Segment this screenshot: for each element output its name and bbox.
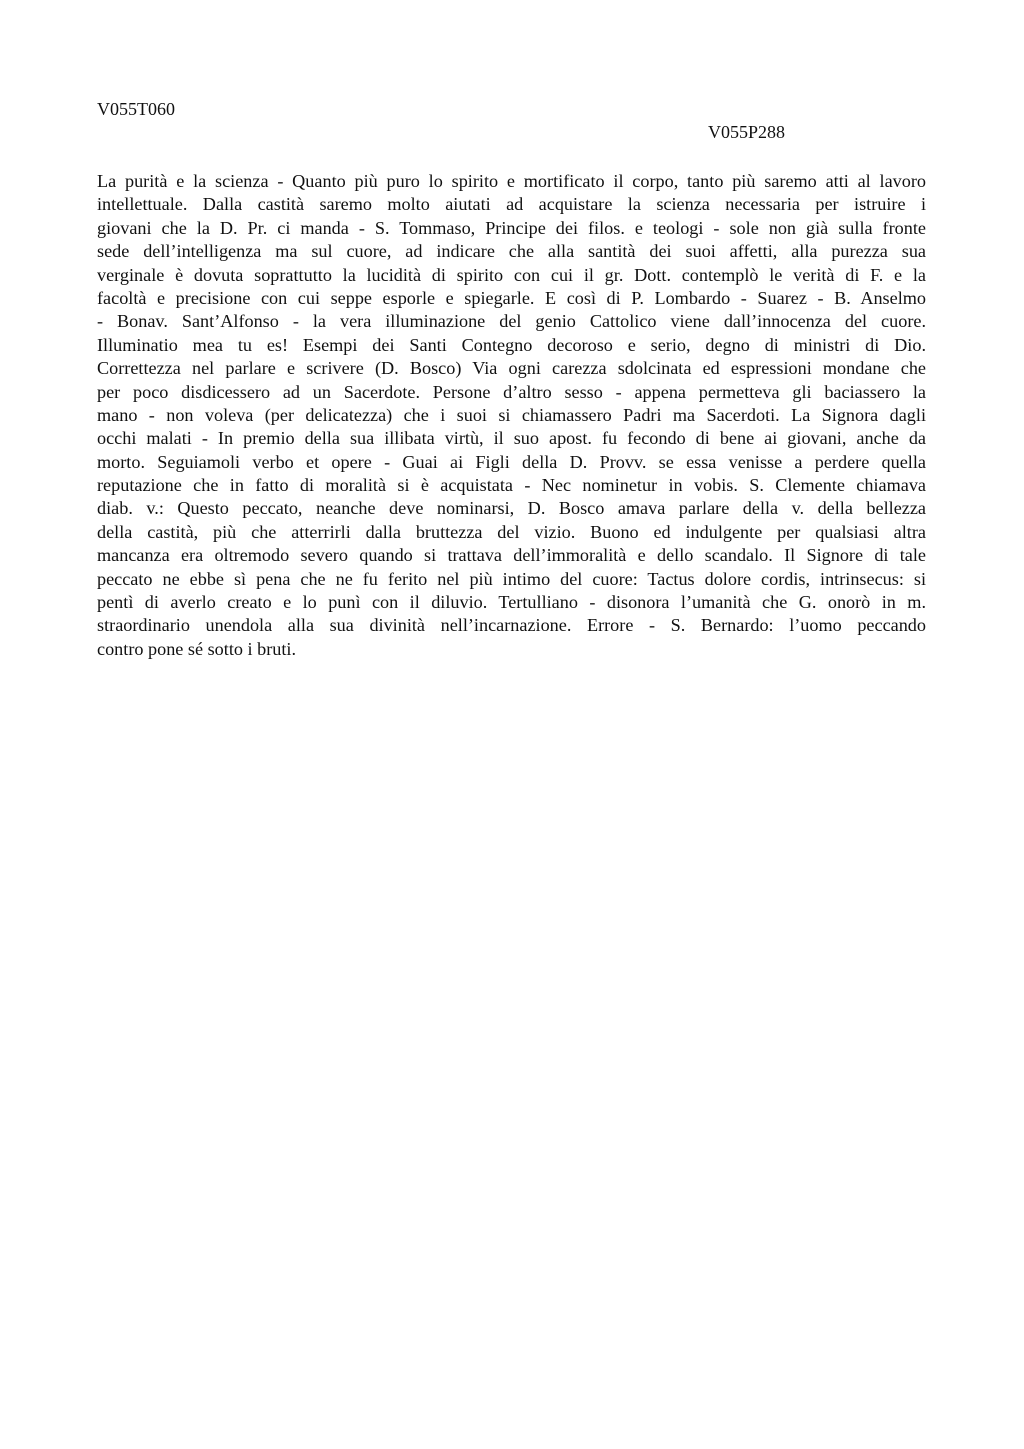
text-line: La purità e la scienza - Quanto più puro lo spirito e mortificato il corpo, tanto più saremo atti al lavoro bbox=[97, 171, 926, 191]
text-line: contro pone sé sotto i bruti. bbox=[97, 638, 297, 659]
text-line: giovani che la D. Pr. ci manda - S. Tommaso, Principe dei filos. e teologi - sole non già sulla fronte bbox=[97, 217, 926, 238]
text-line: occhi malati - In premio della sua illibata virtù, il suo apost. fu fecondo di bene ai giovani, anche da bbox=[97, 428, 926, 449]
text-line: reputazione che in fatto di moralità si è acquistata - Nec nominetur in vobis. S. Clemente chiamava bbox=[97, 475, 926, 496]
text-line: facoltà e precisione con cui seppe esporle e spiegarle. E così di P. Lombardo - Suarez - B. Anselmo bbox=[97, 287, 926, 308]
text-line: peccato ne ebbe sì pena che ne fu ferito nel più intimo del cuore: Tactus dolore cordis, intrinsecus: si bbox=[97, 568, 926, 589]
body-paragraph bbox=[97, 170, 926, 661]
text-line: per poco disdicessero ad un Sacerdote. Persone d’altro sesso - appena permetteva gli baciassero la bbox=[97, 381, 926, 402]
text-line: - Bonav. Sant’Alfonso - la vera illuminazione del genio Cattolico viene dall’innocenza del cuore. bbox=[97, 311, 926, 332]
text-line: mano - non voleva (per delicatezza) che i suoi si chiamassero Padri ma Sacerdoti. La Signora dagli bbox=[97, 404, 926, 425]
page-id: V055P288 bbox=[708, 122, 786, 142]
text-line: Correttezza nel parlare e scrivere (D. Bosco) Via ogni carezza sdolcinata ed espressioni mondane che bbox=[97, 358, 926, 379]
document-id: V055T060 bbox=[97, 99, 175, 119]
text-line: morto. Seguiamoli verbo et opere - Guai ai Figli della D. Provv. se essa venisse a perdere quella bbox=[97, 451, 926, 472]
text-line: Illuminatio mea tu es! Esempi dei Santi Contegno decoroso e serio, degno di ministri di Dio. bbox=[97, 334, 926, 355]
text-line: straordinario unendola alla sua divinità nell’incarnazione. Errore - S. Bernardo: l’uomo peccando bbox=[97, 615, 926, 636]
text-line: mancanza era oltremodo severo quando si trattava dell’immoralità e dello scandalo. Il Signore di tale bbox=[97, 545, 926, 566]
text-line: della castità, più che atterrirli dalla bruttezza del vizio. Buono ed indulgente per qualsiasi altra bbox=[97, 521, 926, 542]
text-line: sede dell’intelligenza ma sul cuore, ad indicare che alla santità dei suoi affetti, alla purezza sua bbox=[97, 241, 926, 262]
text-line: pentì di averlo creato e lo punì con il diluvio. Tertulliano - disonora l’umanità che G. onorò in m. bbox=[97, 592, 926, 613]
text-line: intellettuale. Dalla castità saremo molto aiutati ad acquistare la scienza necessaria per istruire i bbox=[97, 194, 926, 215]
text-line: verginale è dovuta soprattutto la lucidità di spirito con cui il gr. Dott. contemplò le verità di F. e la bbox=[97, 264, 926, 285]
text-line: diab. v.: Questo peccato, neanche deve nominarsi, D. Bosco amava parlare della v. della bellezza bbox=[97, 498, 926, 519]
